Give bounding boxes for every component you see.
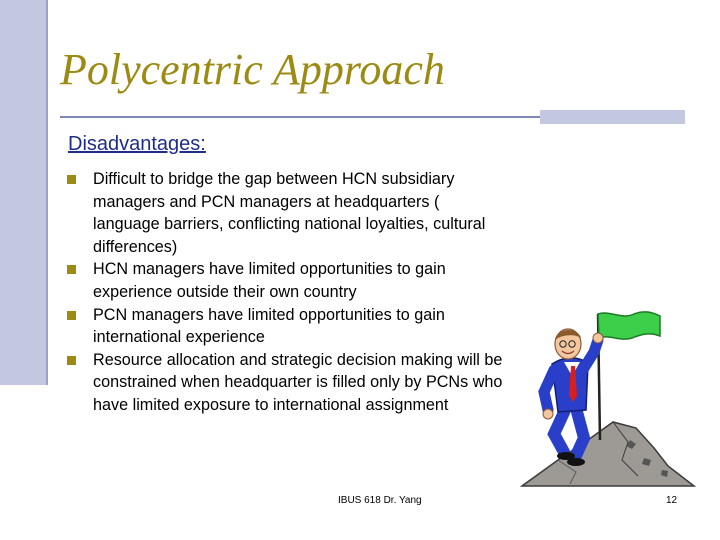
- businessman-climbing-mountain-with-flag-icon: [518, 300, 698, 490]
- green-flag: [598, 312, 660, 339]
- front-leg: [554, 408, 566, 452]
- lower-arm: [544, 370, 554, 410]
- bullet-text: Resource allocation and strategic decision making will be constrained when headquarter is filled only by PCNs who have limited exposure to international assignment: [93, 350, 503, 414]
- title-divider: [60, 116, 540, 118]
- title-divider-block: [540, 110, 685, 124]
- back-leg: [574, 408, 584, 460]
- lower-hand: [543, 409, 553, 419]
- bullet-text: Difficult to bridge the gap between HCN subsidiary managers and PCN managers at headquarters ( language barriers, conflicting national loyalties, cultural differences): [93, 170, 486, 256]
- bullet-item: [66, 258, 506, 303]
- bullet-list: [66, 168, 506, 417]
- bullet-item: [66, 168, 506, 258]
- square-bullet-icon: [67, 311, 76, 320]
- section-heading: Disadvantages:: [68, 133, 206, 155]
- square-bullet-icon: [67, 265, 76, 274]
- slide-title: Polycentric Approach: [60, 45, 445, 94]
- slide-footer: IBUS 618 Dr. Yang: [338, 495, 422, 506]
- bullet-item: [66, 349, 506, 417]
- bullet-text: HCN managers have limited opportunities to gain experience outside their own country: [93, 260, 446, 301]
- mountain-shape: [522, 422, 694, 486]
- bullet-item: [66, 304, 506, 349]
- square-bullet-icon: [67, 175, 76, 184]
- bullet-text: PCN managers have limited opportunities to gain international experience: [93, 305, 445, 347]
- square-bullet-icon: [67, 356, 76, 365]
- front-shoe: [557, 452, 575, 460]
- side-accent-bar: [0, 0, 48, 385]
- side-accent-bar-edge: [46, 0, 48, 385]
- raised-arm: [584, 340, 598, 368]
- raised-hand: [593, 333, 603, 343]
- page-number: 12: [666, 495, 678, 506]
